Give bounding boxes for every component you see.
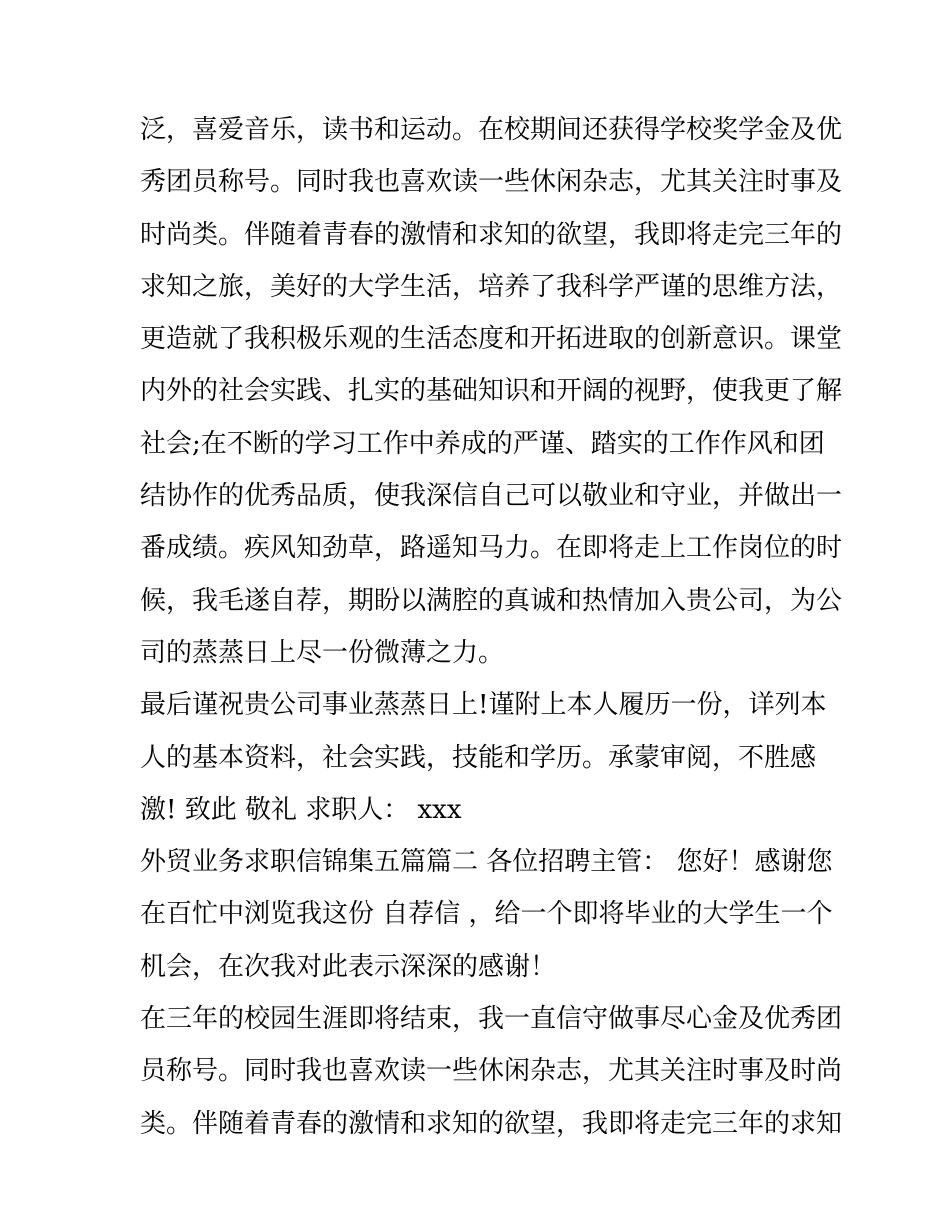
- text-line: 在三年的校园生涯即将结束，我一直信守做事尽心金及优秀团: [140, 1004, 843, 1035]
- text-line: 求知之旅，美好的大学生活，培养了我科学严谨的思维方法，: [140, 271, 843, 302]
- text-line: 在百忙中浏览我这份 自荐信 ，给一个即将毕业的大学生一个: [140, 899, 833, 930]
- text-line: 外贸业务求职信锦集五篇篇二 各位招聘主管： 您好！感谢您: [140, 847, 833, 878]
- text-line: 泛，喜爱音乐，读书和运动。在校期间还获得学校奖学金及优: [140, 115, 843, 145]
- text-line: 类。伴随着青春的激情和求知的欲望，我即将走完三年的求知: [140, 1108, 843, 1139]
- text-line: 司的蒸蒸日上尽一份微薄之力。: [140, 637, 505, 668]
- text-line: 人的基本资料，社会实践，技能和学历。承蒙审阅，不胜感: [140, 742, 817, 773]
- text-line: 内外的社会实践、扎实的基础知识和开阔的视野，使我更了解: [140, 376, 843, 407]
- text-line: 社会;在不断的学习工作中养成的严谨、踏实的工作作风和团: [140, 428, 825, 459]
- text-line: 番成绩。疾风知劲草，路遥知马力。在即将走上工作岗位的时: [140, 533, 843, 564]
- text-line: 最后谨祝贵公司事业蒸蒸日上!谨附上本人履历一份，详列本: [140, 690, 827, 721]
- text-line: 时尚类。伴随着青春的激情和求知的欲望，我即将走完三年的: [140, 219, 843, 250]
- text-line: 员称号。同时我也喜欢读一些休闲杂志，尤其关注时事及时尚: [140, 1056, 843, 1087]
- text-line: 机会，在次我对此表示深深的感谢！: [140, 951, 557, 982]
- text-line: 候，我毛遂自荐，期盼以满腔的真诚和热情加入贵公司，为公: [140, 585, 843, 616]
- text-line: 更造就了我积极乐观的生活态度和开拓进取的创新意识。课堂: [140, 324, 843, 355]
- body-text: [140, 104, 843, 1150]
- text-line: 结协作的优秀品质，使我深信自己可以敬业和守业，并做出一: [140, 481, 843, 512]
- text-line: 秀团员称号。同时我也喜欢读一些休闲杂志，尤其关注时事及: [140, 167, 843, 198]
- text-line: 激! 致此 敬礼 求职人： xxx: [140, 794, 462, 825]
